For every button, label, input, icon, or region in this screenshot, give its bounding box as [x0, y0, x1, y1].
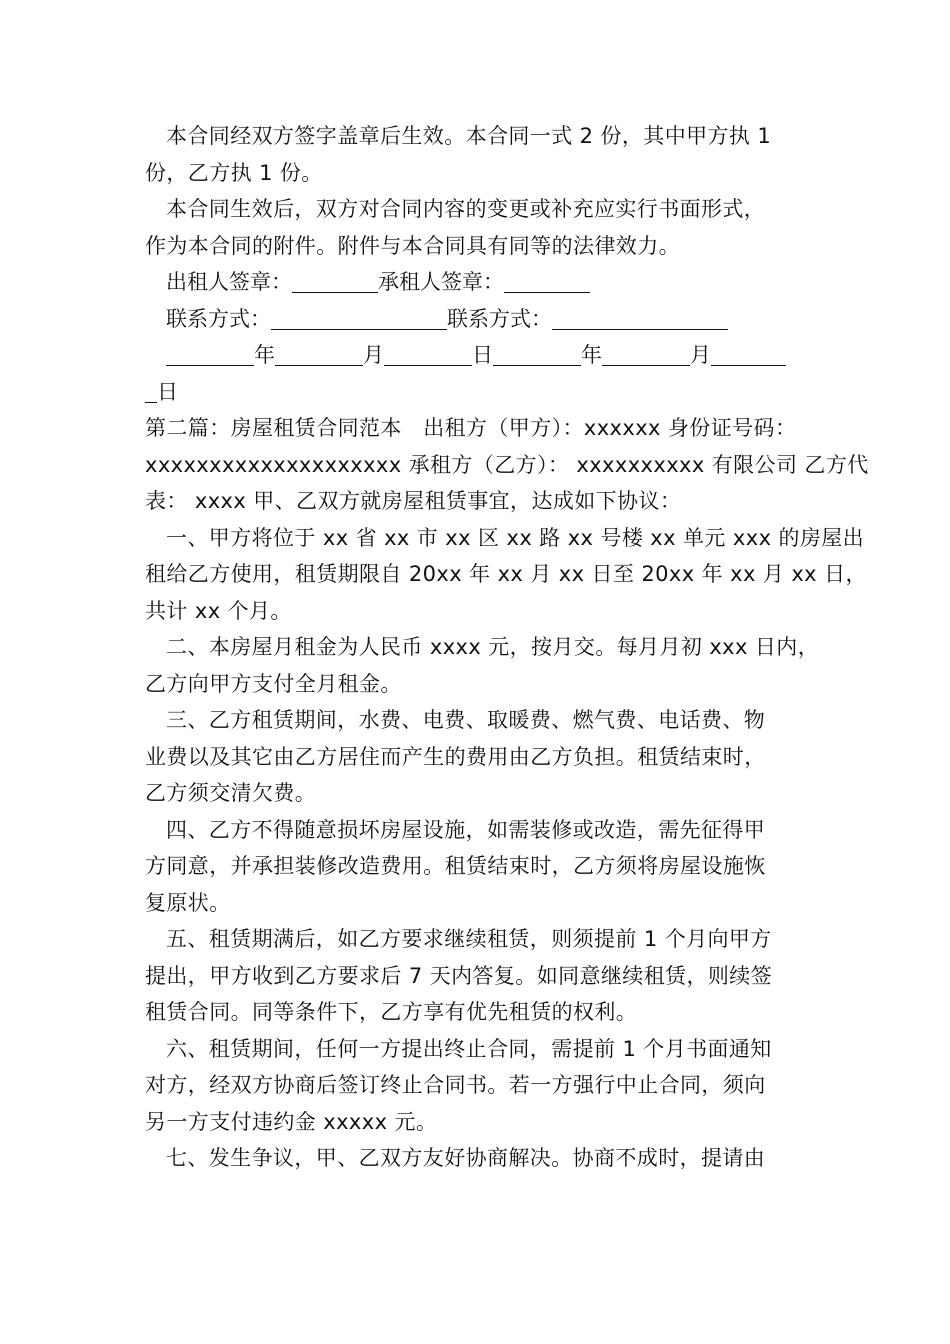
clause-line: 提出，甲方收到乙方要求后 7 天内答复。如同意继续租赁，则续签: [145, 963, 773, 988]
clause-line: 六、租赁期间，任何一方提出终止合同，需提前 1 个月书面通知: [166, 1036, 772, 1061]
text-line: 表： xxxx 甲、乙双方就房屋租赁事宜，达成如下协议：: [145, 489, 682, 513]
year-label: 年: [254, 343, 275, 367]
date-blank: [493, 343, 581, 366]
clause-line: 租给乙方使用，租赁期限自 20xx 年 xx 月 xx 日至 20xx 年 xx 月 xx 日，: [145, 562, 867, 586]
date-row: [145, 337, 810, 374]
date-blank: [166, 343, 254, 366]
date-blank: [145, 380, 157, 403]
contact-label: 联系方式：: [447, 306, 552, 331]
clause-line: 租赁合同。同等条件下，乙方享有优先租赁的权利。: [145, 1000, 638, 1024]
text-line: 本合同生效后，双方对合同内容的变更或补充应实行书面形式，: [166, 197, 766, 221]
text-line: 本合同经双方签字盖章后生效。本合同一式 2 份，其中甲方执 1: [166, 124, 772, 148]
date-blank: [275, 343, 363, 366]
contact-label: 联系方式：: [166, 306, 271, 331]
day-label: 日: [472, 343, 493, 367]
day-label: 日: [157, 379, 179, 404]
date-blank: [602, 343, 690, 366]
contact-row: [145, 301, 810, 338]
clause-line: 对方，经双方协商后签订终止合同书。若一方强行中止合同，须向: [145, 1073, 766, 1097]
clause-line: 业费以及其它由乙方居住而产生的费用由乙方负担。租赁结束时，: [145, 744, 766, 769]
date-row-continuation: [145, 374, 810, 411]
lessor-signature-blank: [292, 270, 378, 293]
clause-line: 共计 xx 个月。: [145, 598, 292, 623]
section-heading-line: 第二篇：房屋租赁合同范本 出租方（甲方）：xxxxxx 身份证号码：: [145, 416, 797, 440]
document-body: [145, 118, 869, 1177]
date-blank: [384, 343, 472, 366]
clause-line: 四、乙方不得随意损坏房屋设施，如需装修或改造，需先征得甲: [166, 817, 766, 842]
clause-line: 乙方向甲方支付全月租金。: [145, 671, 402, 696]
lessee-signature-label: 承租人签章：: [378, 270, 504, 294]
lessor-signature-label: 出租人签章：: [166, 270, 292, 294]
clause-line: 乙方须交清欠费。: [145, 781, 317, 805]
contact-blank: [552, 307, 728, 330]
clause-line: 方同意，并承担装修改造费用。租赁结束时，乙方须将房屋设施恢: [145, 854, 766, 878]
date-blank: [711, 343, 786, 366]
clause-line: 复原状。: [145, 890, 231, 915]
month-label: 月: [363, 343, 384, 367]
clause-line: 三、乙方租赁期间，水费、电费、取暖费、燃气费、电话费、物: [166, 708, 766, 732]
text-line: 份，乙方执 1 份。: [145, 160, 323, 185]
text-line: 作为本合同的附件。附件与本合同具有同等的法律效力。: [145, 233, 680, 258]
clause-line: 二、本房屋月租金为人民币 xxxx 元，按月交。每月月初 xxx 日内，: [166, 635, 820, 659]
text-line: xxxxxxxxxxxxxxxxxxxx 承租方（乙方）： xxxxxxxxxx 有限公司 乙方代: [145, 452, 869, 477]
clause-line: 七、发生争议，甲、乙双方友好协商解决。协商不成时，提请由: [166, 1146, 766, 1170]
lessee-signature-blank: [504, 270, 590, 293]
contact-blank: [271, 307, 447, 330]
clause-line: 五、租赁期满后，如乙方要求继续租赁，则须提前 1 个月向甲方: [166, 927, 772, 951]
year-label: 年: [581, 343, 602, 367]
signature-row: [145, 264, 810, 301]
clause-line: 一、甲方将位于 xx 省 xx 市 xx 区 xx 路 xx 号楼 xx 单元 xxx 的房屋出: [166, 525, 865, 550]
month-label: 月: [690, 343, 711, 367]
clause-line: 另一方支付违约金 xxxxx 元。: [145, 1109, 438, 1134]
